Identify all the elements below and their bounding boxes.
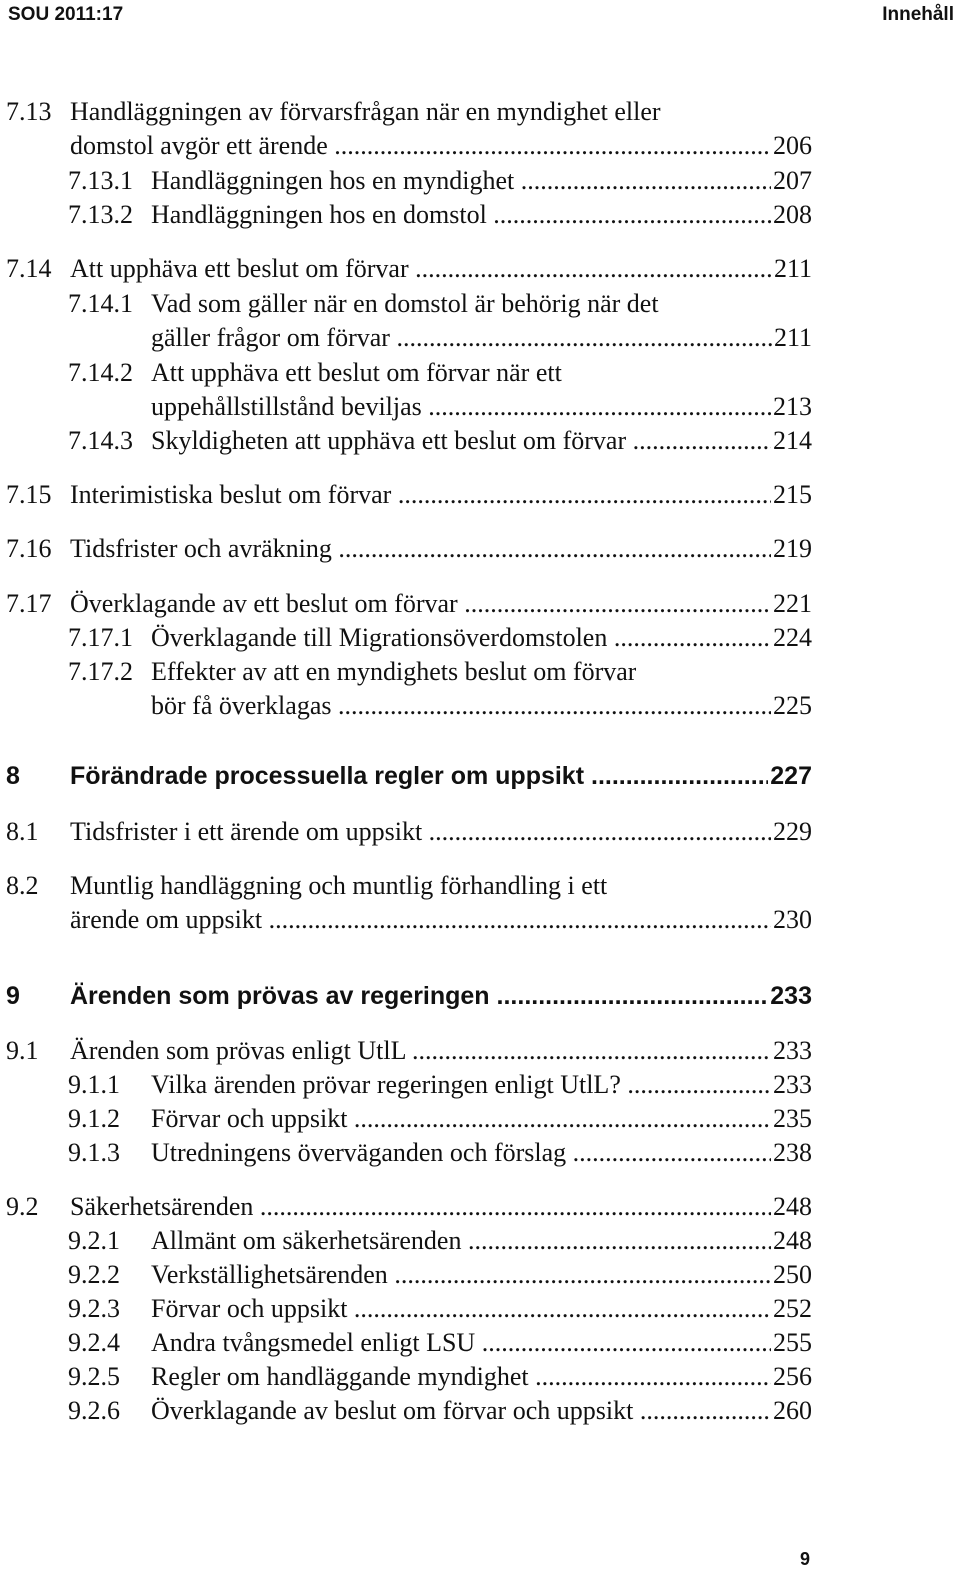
running-header-left: SOU 2011:17	[8, 4, 124, 25]
toc-entry-title: domstol avgör ett ärende .....	[70, 129, 771, 163]
toc-entry-title: Allmänt om säkerhetsärenden .....	[151, 1224, 771, 1258]
toc-entry-number: 9.1	[6, 1036, 39, 1065]
toc-entry-number: 7.14.3	[68, 426, 133, 455]
toc-entry-title: gäller frågor om förvar .....	[151, 321, 772, 355]
toc-entry-title: Vilka ärenden prövar regeringen enligt UtlL? .....	[151, 1068, 771, 1102]
toc-entry-line	[70, 903, 812, 937]
toc-entry-page: 255	[773, 1328, 812, 1357]
toc-entry-title: Andra tvångsmedel enligt LSU .....	[151, 1326, 771, 1360]
toc-entry-page: 256	[773, 1362, 812, 1391]
toc-entry-title: Handläggningen av förvarsfrågan när en myndighet eller	[70, 97, 661, 126]
toc-entry-line	[151, 390, 812, 424]
toc-entry-page: 252	[773, 1294, 812, 1323]
toc-entry-title: Överklagande av beslut om förvar och uppsikt .....	[151, 1394, 771, 1428]
toc-entry-line	[68, 164, 812, 198]
toc-entry-title: Muntlig handläggning och muntlig förhandling i ett	[70, 871, 608, 900]
toc-entry-line	[68, 1292, 812, 1326]
toc-entry-number: 9.1.1	[68, 1070, 120, 1099]
toc-entry-title: Förvar och uppsikt .....	[151, 1102, 771, 1136]
toc-entry-line	[6, 587, 812, 621]
toc-entry-line	[151, 689, 812, 723]
toc-entry-title: ärende om uppsikt .....	[70, 903, 771, 937]
toc-entry-page: 238	[773, 1138, 812, 1167]
toc-entry-page: 211	[773, 323, 812, 352]
toc-entry-line	[68, 1068, 812, 1102]
toc-entry-number: 8.2	[6, 871, 39, 900]
toc-entry-number: 8.1	[6, 817, 39, 846]
toc-entry-page: 207	[773, 166, 812, 195]
toc-entry-number: 9	[6, 982, 20, 1010]
toc-entry-title: Förändrade processuella regler om uppsikt .....	[70, 759, 768, 793]
toc-entry-line	[6, 869, 812, 903]
toc-entry-title: Handläggningen hos en domstol .....	[151, 198, 771, 232]
toc-entry-title: Säkerhetsärenden .....	[70, 1190, 771, 1224]
toc-entry-line	[68, 287, 812, 321]
toc-entry-page: 230	[773, 905, 812, 934]
toc-entry-number: 7.17.2	[68, 657, 133, 686]
toc-entry-line	[151, 321, 812, 355]
toc-entry-title: uppehållstillstånd beviljas .....	[151, 390, 771, 424]
toc-entry-line	[6, 979, 812, 1013]
toc-entry-number: 7.13	[6, 97, 52, 126]
toc-entry-line	[6, 532, 812, 566]
toc-entry-page: 227	[770, 762, 812, 790]
toc-entry-title: Handläggningen hos en myndighet .....	[151, 164, 771, 198]
toc-entry-page: 225	[773, 691, 812, 720]
toc-entry-title: Tidsfrister och avräkning .....	[70, 532, 771, 566]
toc-entry-number: 9.2.2	[68, 1260, 120, 1289]
toc-entry-line	[70, 129, 812, 163]
toc-entry-line	[68, 1258, 812, 1292]
toc-entry-line	[6, 815, 812, 849]
toc-entry-title: Att upphäva ett beslut om förvar när ett	[151, 358, 562, 387]
toc-entry-line	[6, 95, 812, 129]
toc-entry-title: Överklagande till Migrationsöverdomstolen .....	[151, 621, 771, 655]
toc-entry-title: Ärenden som prövas enligt UtlL .....	[70, 1034, 771, 1068]
toc-entry-page: 250	[773, 1260, 812, 1289]
toc-entry-page: 229	[773, 817, 812, 846]
toc-entry-number: 7.15	[6, 480, 52, 509]
toc-entry-number: 7.14	[6, 254, 52, 283]
toc-entry-line	[6, 1190, 812, 1224]
toc-entry-title: Skyldigheten att upphäva ett beslut om förvar .....	[151, 424, 771, 458]
toc-entry-page: 233	[773, 1070, 812, 1099]
toc-entry-number: 9.2.1	[68, 1226, 120, 1255]
toc-entry-title: Överklagande av ett beslut om förvar .....	[70, 587, 771, 621]
toc-entry-line	[68, 1360, 812, 1394]
toc-entry-page: 260	[773, 1396, 812, 1425]
toc-entry-line	[68, 1394, 812, 1428]
toc-entry-number: 7.14.1	[68, 289, 133, 318]
toc-entry-title: bör få överklagas .....	[151, 689, 771, 723]
toc-entry-page: 211	[773, 254, 812, 283]
toc-entry-line	[68, 1326, 812, 1360]
toc-entry-page: 233	[773, 1036, 812, 1065]
toc-entry-line	[68, 424, 812, 458]
toc-entry-line	[6, 252, 812, 286]
toc-entry-page: 224	[773, 623, 812, 652]
toc-entry-line	[68, 655, 812, 689]
toc-entry-page: 221	[773, 589, 812, 618]
toc-entry-page: 214	[773, 426, 812, 455]
toc-entry-number: 7.17.1	[68, 623, 133, 652]
toc-entry-number: 9.2	[6, 1192, 39, 1221]
toc-entry-number: 7.14.2	[68, 358, 133, 387]
toc-entry-number: 9.2.4	[68, 1328, 120, 1357]
toc-entry-number: 8	[6, 762, 20, 790]
toc-entry-number: 7.13.1	[68, 166, 133, 195]
running-header-right: Innehåll	[882, 4, 954, 25]
toc-entry-page: 215	[773, 480, 812, 509]
toc-entry-line	[68, 1136, 812, 1170]
toc-entry-line	[68, 1224, 812, 1258]
toc-entry-number: 7.17	[6, 589, 52, 618]
toc-entry-title: Verkställighetsärenden .....	[151, 1258, 771, 1292]
toc-entry-line	[6, 478, 812, 512]
toc-entry-title: Regler om handläggande myndighet .....	[151, 1360, 771, 1394]
page-number: 9	[800, 1549, 811, 1569]
toc-entry-title: Förvar och uppsikt .....	[151, 1292, 771, 1326]
toc-entry-number: 9.2.5	[68, 1362, 120, 1391]
toc-entry-number: 9.1.3	[68, 1138, 120, 1167]
toc-entry-title: Ärenden som prövas av regeringen .....	[70, 979, 768, 1013]
toc-entry-number: 9.2.3	[68, 1294, 120, 1323]
toc-entry-line	[68, 621, 812, 655]
toc-entry-page: 208	[773, 200, 812, 229]
toc-entry-title: Att upphäva ett beslut om förvar .....	[70, 252, 772, 286]
toc-entry-line	[6, 759, 812, 793]
toc-entry-number: 9.2.6	[68, 1396, 120, 1425]
toc-entry-line	[6, 1034, 812, 1068]
toc-entry-number: 7.16	[6, 534, 52, 563]
toc-entry-page: 219	[773, 534, 812, 563]
toc-entry-page: 206	[773, 131, 812, 160]
toc-entry-page: 233	[770, 982, 812, 1010]
toc-entry-title: Vad som gäller när en domstol är behörig när det	[151, 289, 659, 318]
toc-entry-title: Utredningens överväganden och förslag .....	[151, 1136, 771, 1170]
toc-entry-page: 235	[773, 1104, 812, 1133]
toc-entry-line	[68, 198, 812, 232]
toc-entry-number: 9.1.2	[68, 1104, 120, 1133]
toc-entry-line	[68, 1102, 812, 1136]
toc-entry-title: Effekter av att en myndighets beslut om förvar	[151, 657, 637, 686]
toc-entry-page: 248	[773, 1226, 812, 1255]
toc-entry-line	[68, 356, 812, 390]
toc-entry-number: 7.13.2	[68, 200, 133, 229]
toc-entry-page: 213	[773, 392, 812, 421]
toc-entry-title: Tidsfrister i ett ärende om uppsikt .....	[70, 815, 771, 849]
toc-entry-title: Interimistiska beslut om förvar .....	[70, 478, 771, 512]
toc-entry-page: 248	[773, 1192, 812, 1221]
